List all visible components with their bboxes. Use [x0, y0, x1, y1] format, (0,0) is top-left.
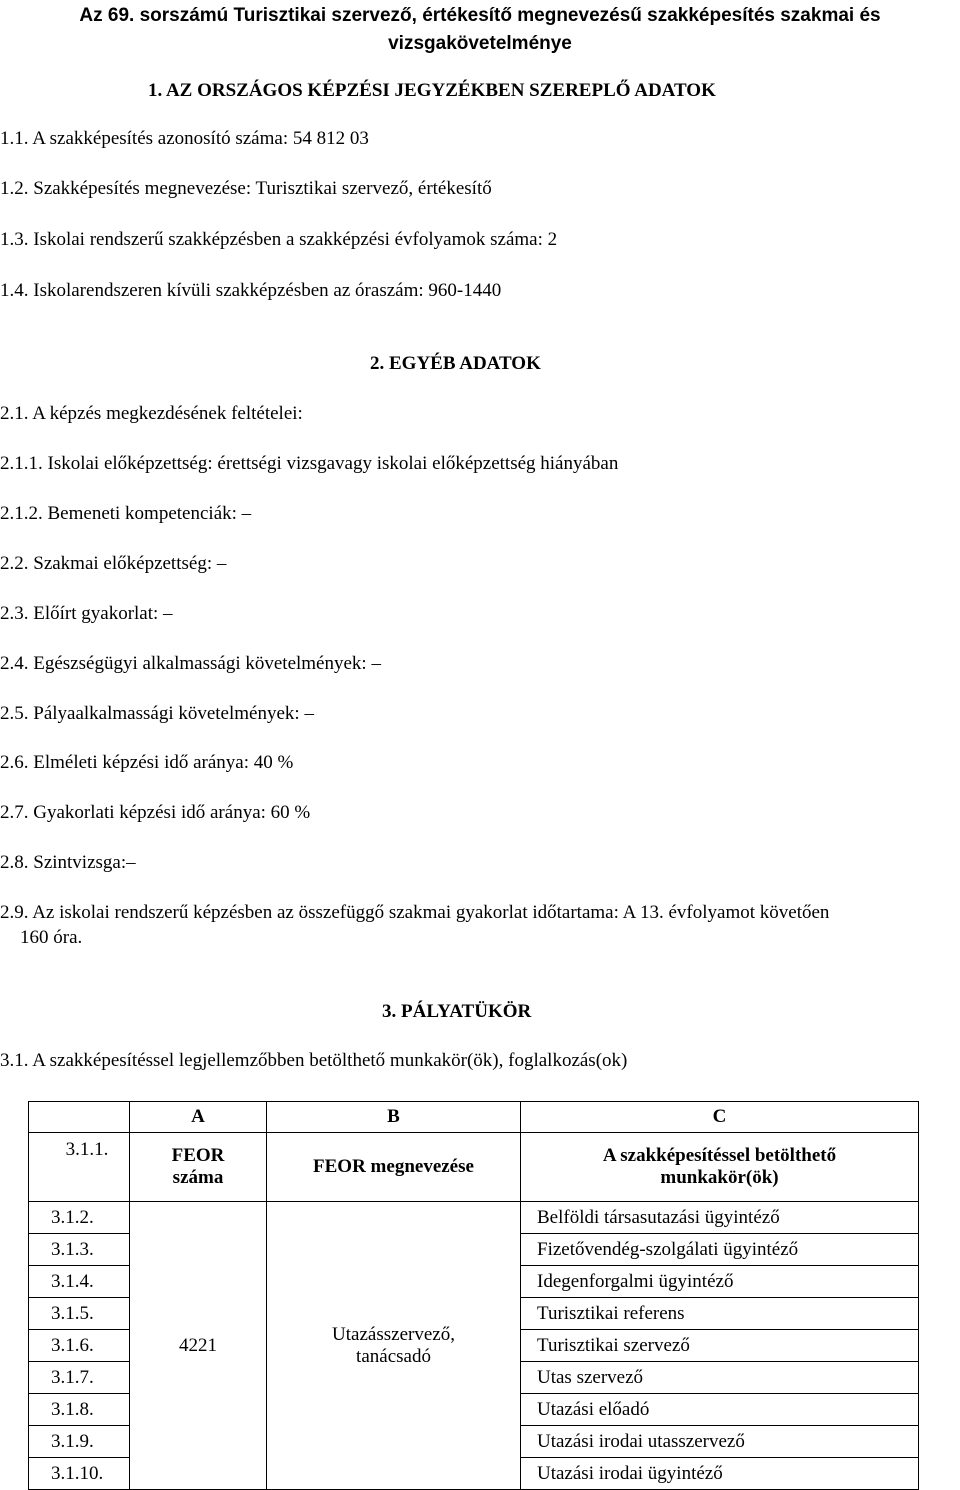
column-header-feor-code — [130, 1133, 267, 1202]
section-2-heading: 2. EGYÉB ADATOK — [370, 353, 541, 374]
item-2-1: 2.1. A képzés megkezdésének feltételei: — [0, 403, 303, 424]
job-title: Fizetővendég-szolgálati ügyintéző — [521, 1234, 919, 1266]
document-title-line-1: Az 69. sorszámú Turisztikai szervező, értékesítő megnevezésű szakképesítés szakmai és — [79, 5, 881, 26]
job-title: Turisztikai szervező — [521, 1330, 919, 1362]
job-title: Belföldi társasutazási ügyintéző — [521, 1202, 919, 1234]
header-row-number: 3.1.1. — [29, 1133, 130, 1202]
column-letter-c: C — [521, 1102, 919, 1133]
section-3-intro: 3.1. A szakképesítéssel legjellemzőbben betölthető munkakör(ök), foglalkozás(ok) — [0, 1050, 628, 1071]
row-number: 3.1.9. — [29, 1426, 130, 1458]
column-header-jobs-line-1: A szakképesítéssel betölthető — [602, 1145, 837, 1166]
table-row — [29, 1202, 919, 1234]
row-number: 3.1.7. — [29, 1362, 130, 1394]
column-header-jobs-line-2: munkakör(ök) — [660, 1167, 779, 1188]
table-corner-cell — [29, 1102, 130, 1133]
item-2-9-line-1: 2.9. Az iskolai rendszerű képzésben az összefüggő szakmai gyakorlat időtartama: A 13. évfolyamot követően — [0, 902, 830, 923]
item-2-8: 2.8. Szintvizsga:– — [0, 852, 136, 873]
feor-name-line-1: Utazásszervező, — [332, 1323, 455, 1345]
column-letter-a: A — [130, 1102, 267, 1133]
table-column-letters-row — [29, 1102, 919, 1133]
job-title: Utazási irodai utasszervező — [521, 1426, 919, 1458]
feor-name-line-2: tanácsadó — [356, 1345, 431, 1367]
column-header-feor-code-line-2: száma — [172, 1167, 224, 1188]
item-2-3: 2.3. Előírt gyakorlat: – — [0, 603, 173, 624]
column-header-feor-name: FEOR megnevezése — [267, 1133, 521, 1202]
job-title: Utas szervező — [521, 1362, 919, 1394]
row-number: 3.1.4. — [29, 1266, 130, 1298]
job-title: Turisztikai referens — [521, 1298, 919, 1330]
item-1-3: 1.3. Iskolai rendszerű szakképzésben a szakképzési évfolyamok száma: 2 — [0, 229, 558, 250]
table-header-row — [29, 1133, 919, 1202]
document-title — [20, 2, 940, 58]
occupation-table — [28, 1101, 919, 1490]
item-1-2: 1.2. Szakképesítés megnevezése: Turisztikai szervező, értékesítő — [0, 178, 492, 199]
item-2-9-line-2: 160 óra. — [20, 927, 83, 948]
column-header-jobs — [521, 1133, 919, 1202]
item-2-6: 2.6. Elméleti képzési idő aránya: 40 % — [0, 752, 294, 773]
section-1-heading: 1. AZ ORSZÁGOS KÉPZÉSI JEGYZÉKBEN SZEREPLŐ ADATOK — [148, 80, 716, 101]
item-2-5: 2.5. Pályaalkalmassági követelmények: – — [0, 703, 314, 724]
row-number: 3.1.10. — [29, 1458, 130, 1490]
column-header-feor-code-line-1: FEOR — [171, 1145, 225, 1166]
row-number: 3.1.2. — [29, 1202, 130, 1234]
row-number: 3.1.3. — [29, 1234, 130, 1266]
item-2-7: 2.7. Gyakorlati képzési idő aránya: 60 % — [0, 802, 311, 823]
item-2-1-1: 2.1.1. Iskolai előképzettség: érettségi vizsgavagy iskolai előképzettség hiányában — [0, 453, 619, 474]
item-1-1: 1.1. A szakképesítés azonosító száma: 54 812 03 — [0, 128, 369, 149]
job-title: Utazási előadó — [521, 1394, 919, 1426]
item-2-2: 2.2. Szakmai előképzettség: – — [0, 553, 227, 574]
job-title: Idegenforgalmi ügyintéző — [521, 1266, 919, 1298]
item-2-1-2: 2.1.2. Bemeneti kompetenciák: – — [0, 503, 252, 524]
section-3-heading: 3. PÁLYATÜKÖR — [382, 1001, 532, 1022]
row-number: 3.1.5. — [29, 1298, 130, 1330]
feor-name-cell — [267, 1202, 521, 1490]
item-1-4: 1.4. Iskolarendszeren kívüli szakképzésben az óraszám: 960-1440 — [0, 280, 502, 301]
item-2-4: 2.4. Egészségügyi alkalmassági követelmények: – — [0, 653, 381, 674]
column-letter-b: B — [267, 1102, 521, 1133]
document-title-line-2: vizsgakövetelménye — [388, 33, 572, 54]
row-number: 3.1.6. — [29, 1330, 130, 1362]
row-number: 3.1.8. — [29, 1394, 130, 1426]
feor-code-cell: 4221 — [130, 1202, 267, 1490]
job-title: Utazási irodai ügyintéző — [521, 1458, 919, 1490]
